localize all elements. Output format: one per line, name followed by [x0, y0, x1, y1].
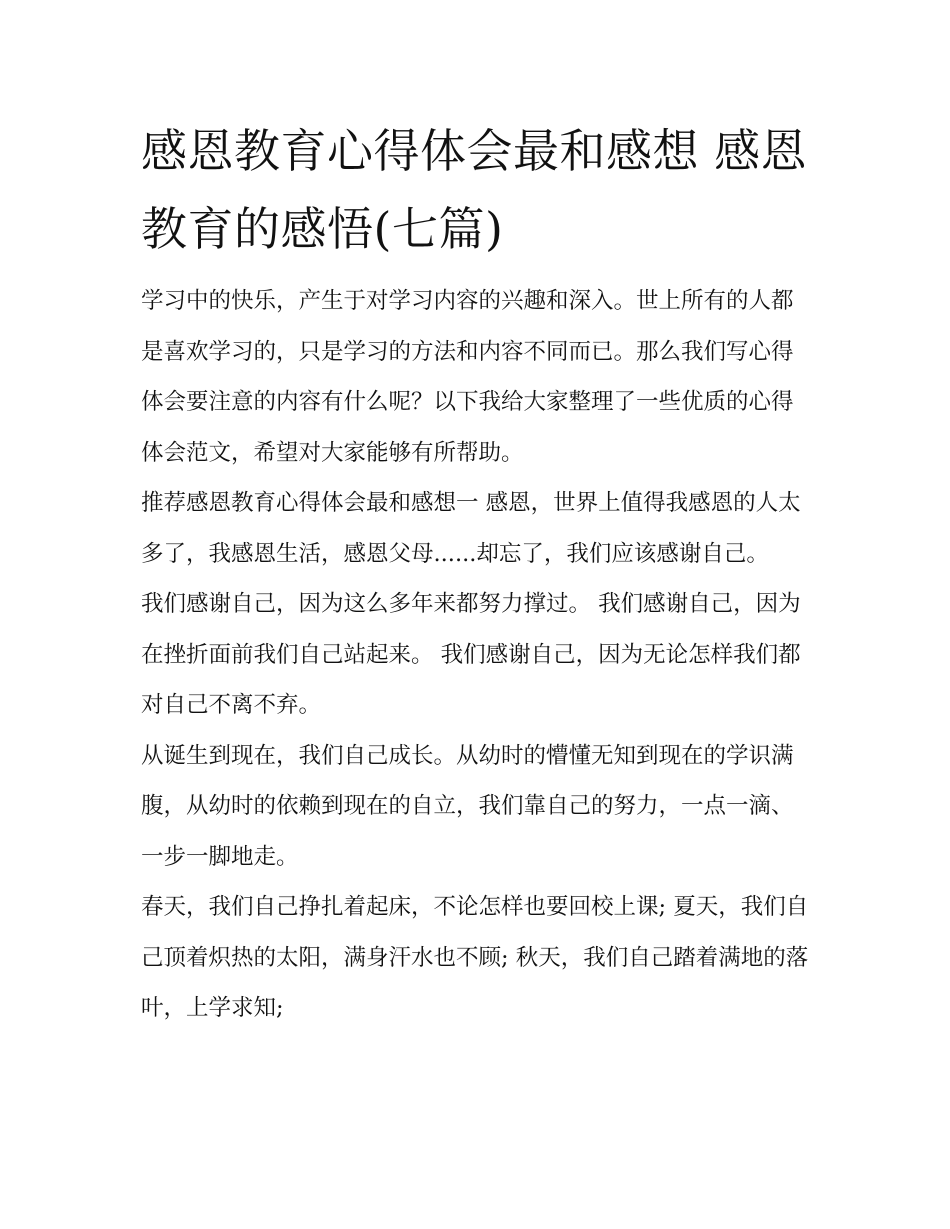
paragraph-growth: 从诞生到现在，我们自己成长。从幼时的懵懂无知到现在的学识满腹，从幼时的依赖到现在的自立，我们靠自己的努力，一点一滴、一步一脚地走。 — [141, 742, 794, 870]
paragraph-seasons: 春天，我们自己挣扎着起床，不论怎样也要回校上课; 夏天，我们自己顶着炽热的太阳，满身汗水也不顾; 秋天，我们自己踏着满地的落叶，上学求知; — [141, 894, 809, 1021]
paragraph-gratitude: 推荐感恩教育心得体会最和感想一 感恩，世界上值得我感恩的人太多了，我感恩生活，感恩父母......却忘了，我们应该感谢自己。 — [141, 490, 801, 567]
paragraph-intro: 学习中的快乐，产生于对学习内容的兴趣和深入。世上所有的人都是喜欢学习的，只是学习的方法和内容不同而已。那么我们写心得体会要注意的内容有什么呢？以下我给大家整理了一些优质的心得体会范文，希望对大家能够有所帮助。 — [141, 288, 794, 466]
paragraph-thank-self: 我们感谢自己，因为这么多年来都努力撑过。 我们感谢自己，因为在挫折面前我们自己站起来。 我们感谢自己，因为无论怎样我们都对自己不离不弃。 — [141, 591, 801, 718]
document-title: 感恩教育心得体会最和感想 感恩教育的感悟(七篇) — [141, 124, 808, 256]
document-body — [141, 112, 813, 1034]
